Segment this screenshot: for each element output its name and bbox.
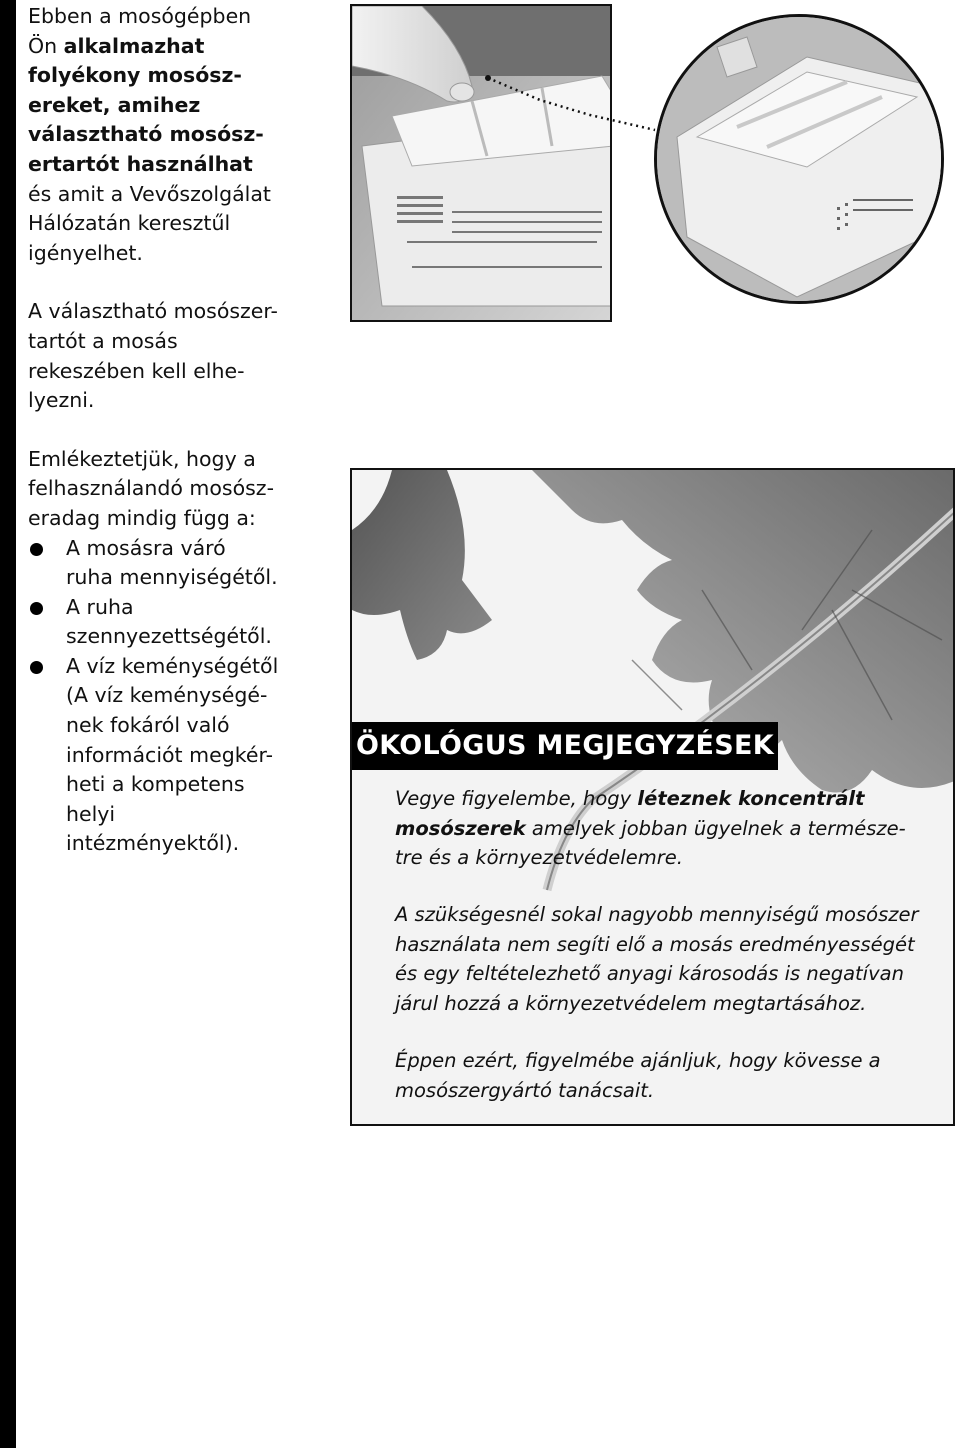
text-line: ruha mennyiségétől. [66, 565, 278, 590]
text-line: lyezni. [28, 388, 95, 413]
text-line: Ebben a mosógépben [28, 4, 252, 28]
list-item [28, 652, 328, 859]
text-line: intézményektől). [66, 831, 240, 856]
bold-text: mosószerek [395, 816, 526, 840]
text-line: A ruha [66, 594, 134, 619]
text-span: tre és a környezetvédelemre. [395, 846, 683, 870]
drawer-illustration [352, 6, 612, 322]
bullet-icon [30, 661, 43, 674]
bullet-icon [30, 543, 43, 556]
text-line: használata nem segíti elő a mosás eredményességét [395, 932, 915, 956]
dotted-connector [480, 60, 660, 140]
bold-text: léteznek koncentrált [637, 787, 865, 810]
list-item [28, 534, 328, 593]
text-line: A mosásra váró [66, 535, 226, 560]
text-line: A választható mosószer- [28, 299, 278, 324]
bold-text: ereket, amihez [28, 92, 201, 117]
text-line: rekeszében kell elhe- [28, 358, 245, 383]
ecology-title: ÖKOLÓGUS MEGJEGYZÉSEK [352, 722, 778, 770]
page-edge-bar [0, 0, 16, 1448]
text-line: Emlékeztetjük, hogy a [28, 446, 256, 471]
placement-paragraph [28, 297, 328, 415]
intro-paragraph [28, 2, 328, 268]
container-illustration [657, 17, 944, 304]
list-item [28, 593, 328, 652]
text-line: felhasználandó mosósz- [28, 476, 274, 501]
bold-text: alkalmazhat [63, 33, 205, 58]
detergent-drawer-photo [350, 4, 612, 322]
text-line: és amit a Vevőszolgálat [28, 181, 271, 206]
text-span: amelyek jobban ügyelnek a természe- [525, 816, 906, 840]
advice-paragraph [395, 1046, 925, 1105]
bullet-icon [30, 602, 43, 615]
text-line: Éppen ezért, figyelmébe ajánljuk, hogy kövesse a [395, 1049, 881, 1072]
text-line: nek fokáról való [66, 713, 230, 738]
text-line: A víz keménységétől [66, 653, 279, 678]
text-line: Ön [28, 33, 64, 58]
text-line: helyi [66, 801, 116, 826]
text-line: Hálózatán keresztűl [28, 211, 231, 236]
bold-text: ertartót használhat [28, 151, 253, 176]
detergent-container-detail [654, 14, 944, 304]
bold-text: folyékony mosósz- [28, 63, 242, 88]
text-line: heti a kompetens [66, 772, 245, 797]
text-line: A szükségesnél sokal nagyobb mennyiségű mosószer [395, 903, 919, 926]
left-column [28, 2, 328, 859]
text-line: és egy feltételezhető anyagi károsodás is negatívan [395, 962, 904, 986]
text-line: igényelhet. [28, 240, 143, 265]
text-line: (A víz keménységé- [66, 683, 268, 708]
text-line: mosószergyártó tanácsait. [395, 1078, 655, 1102]
text-line: tartót a mosás [28, 328, 178, 353]
bold-text: választható mosósz- [28, 122, 264, 147]
text-span: Vegye figyelembe, hogy [395, 787, 638, 810]
dosage-paragraph [28, 445, 328, 534]
overdose-paragraph [395, 900, 925, 1018]
text-line: eradag mindig függ a: [28, 505, 256, 530]
text-line: információt megkér- [66, 742, 273, 767]
concentrated-detergent-paragraph [395, 784, 925, 873]
text-line: járul hozzá a környezetvédelem megtartásához. [395, 991, 867, 1015]
text-line: szennyezettségétől. [66, 624, 272, 649]
